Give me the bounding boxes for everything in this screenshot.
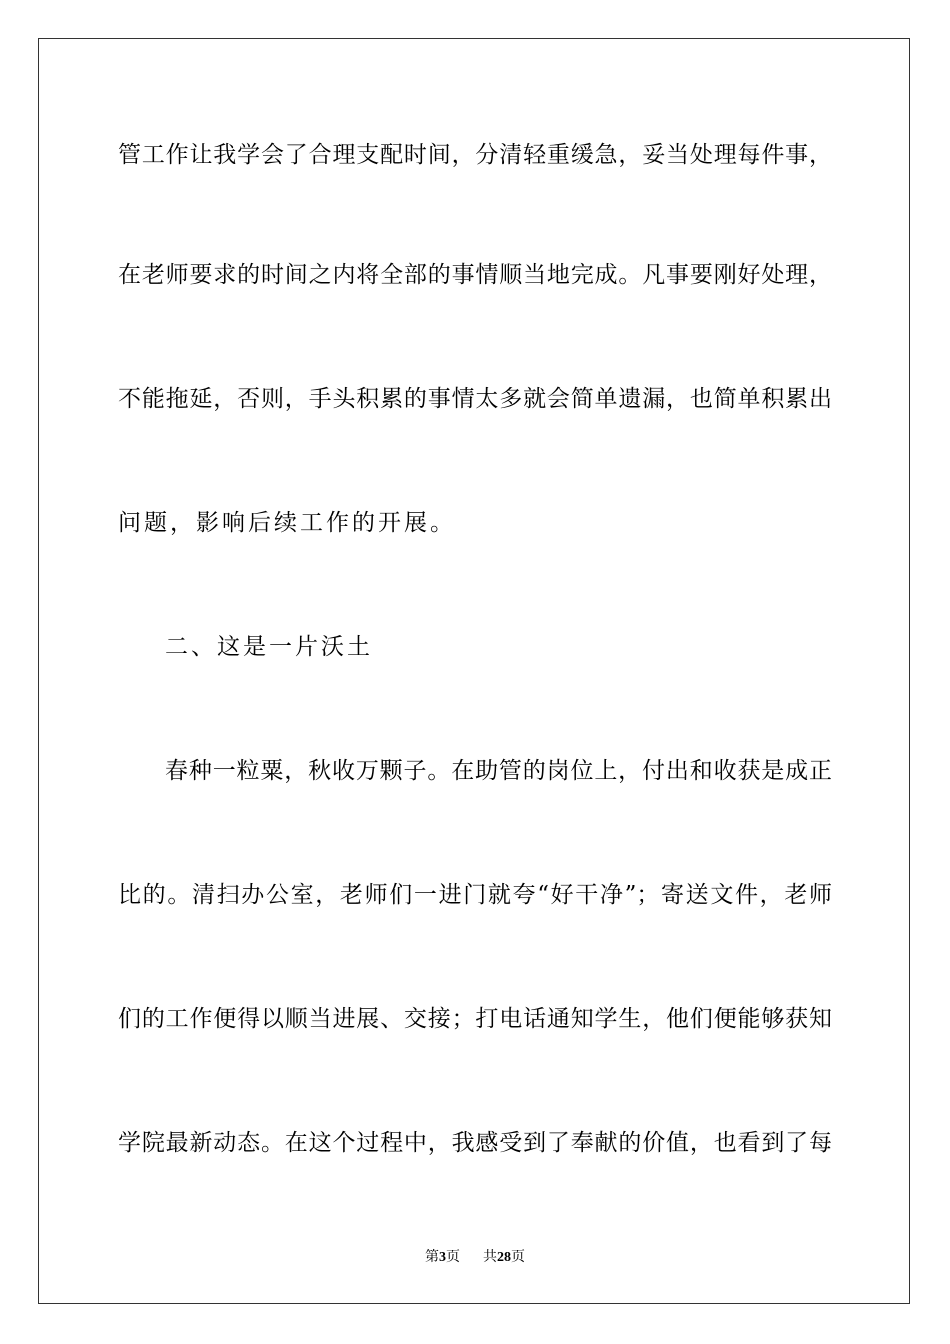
paragraph-line-2: 在老师要求的时间之内将全部的事情顺当地完成。凡事要刚好处理， [118,262,832,288]
paragraph-line-5: 春种一粒粟，秋收万颗子。在助管的岗位上，付出和收获是成正 [165,758,832,784]
paragraph-line-3: 不能拖延，否则，手头积累的事情太多就会简单遗漏，也简单积累出 [118,386,832,412]
footer-page-prefix: 第 [425,1249,440,1265]
page-footer [0,1247,950,1268]
footer-total-prefix: 共 [482,1249,497,1265]
page-border [38,38,910,1304]
paragraph-line-6: 比的。清扫办公室，老师们一进门就夸“好干净”；寄送文件，老师 [118,882,832,908]
paragraph-line-1: 管工作让我学会了合理支配时间，分清轻重缓急，妥当处理每件事， [118,142,832,168]
paragraph-line-8: 学院最新动态。在这个过程中，我感受到了奉献的价值，也看到了每 [118,1130,832,1156]
footer-page-suffix: 页 [446,1249,461,1265]
section-heading: 二、这是一片沃土 [165,634,373,660]
paragraph-line-4: 问题，影响后续工作的开展。 [118,510,456,536]
footer-page-total: 28 [496,1250,511,1265]
footer-total-suffix: 页 [510,1249,525,1265]
paragraph-line-7: 们的工作便得以顺当进展、交接；打电话通知学生，他们便能够获知 [118,1006,832,1032]
footer-page-current: 3 [439,1250,447,1265]
